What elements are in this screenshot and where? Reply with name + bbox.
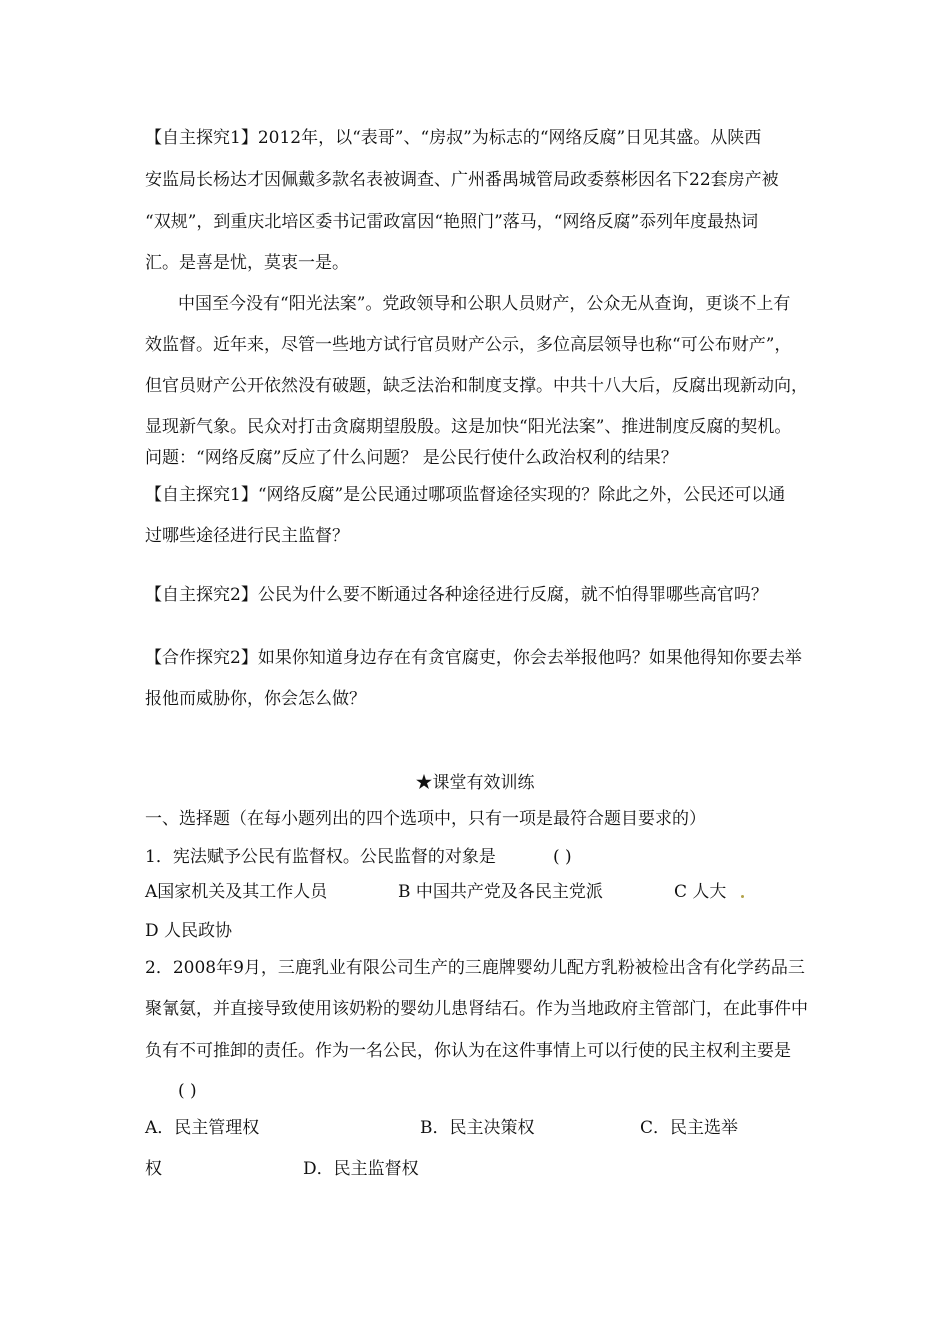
section-title: ★课堂有效训练 — [415, 773, 535, 793]
paragraph-line: 【自主探究2】公民为什么要不断通过各种途径进行反腐，就不怕得罪哪些高官吗？ — [145, 585, 768, 605]
paragraph-line: 但官员财产公开依然没有破题，缺乏法治和制度支撑。中共十八大后，反腐出现新动向， — [145, 376, 808, 396]
mc-heading: 一、选择题（在每小题列出的四个选项中，只有一项是最符合题目要求的） — [145, 809, 706, 829]
stray-mark — [741, 895, 744, 898]
paragraph-line: 安监局长杨达才因佩戴多款名表被调查、广州番禺城管局政委蔡彬因名下22套房产被 — [145, 170, 779, 190]
q2-stem-line: 2．2008年9月，三鹿乳业有限公司生产的三鹿牌婴幼儿配方乳粉被检出含有化学药品三 — [145, 958, 805, 978]
paragraph-line: 【合作探究2】如果你知道身边存在有贪官腐吏，你会去举报他吗？如果他得知你要去举 — [145, 648, 802, 668]
q2-option-b: B．民主决策权 — [420, 1118, 535, 1138]
paragraph-line: “双规”，到重庆北培区委书记雷政富因“艳照门”落马，“网络反腐”忝列年度最热词 — [145, 212, 759, 232]
paragraph-line: 汇。是喜是忧，莫衷一是。 — [145, 253, 349, 273]
q1-option-c: C 人大 — [674, 882, 727, 902]
paragraph-line: 中国至今没有“阳光法案”。党政领导和公职人员财产，公众无从查询，更谈不上有 — [178, 294, 791, 314]
q1-stem: 1．宪法赋予公民有监督权。公民监督的对象是 — [145, 847, 496, 867]
paragraph-line: 显现新气象。民众对打击贪腐期望殷殷。这是加快“阳光法案”、推进制度反腐的契机。 — [145, 417, 792, 437]
paragraph-line: 过哪些途径进行民主监督？ — [145, 526, 349, 546]
q2-option-c-continued: 权 — [145, 1159, 162, 1179]
question-line: 问题：“网络反腐”反应了什么问题？ 是公民行使什么政治权利的结果？ — [145, 448, 678, 468]
q2-stem-line: 负有不可推卸的责任。作为一名公民，你认为在这件事情上可以行使的民主权利主要是 — [145, 1041, 791, 1061]
paragraph-line: 【自主探究1】2012年，以“表哥”、“房叔”为标志的“网络反腐”日见其盛。从陕西 — [145, 128, 762, 148]
q2-answer-bracket: ( ) — [178, 1081, 197, 1101]
q1-option-a: A国家机关及其工作人员 — [145, 882, 328, 902]
q1-option-b: B 中国共产党及各民主党派 — [398, 882, 603, 902]
q2-option-c: C．民主选举 — [640, 1118, 739, 1138]
q2-option-a: A．民主管理权 — [145, 1118, 260, 1138]
paragraph-line: 【自主探究1】“网络反腐”是公民通过哪项监督途径实现的？除此之外，公民还可以通 — [145, 485, 786, 505]
q1-option-d: D 人民政协 — [145, 921, 233, 941]
q1-answer-bracket: ( ) — [553, 847, 572, 867]
paragraph-line: 报他而威胁你，你会怎么做？ — [145, 689, 366, 709]
q2-stem-line: 聚氰氨，并直接导致使用该奶粉的婴幼儿患肾结石。作为当地政府主管部门，在此事件中 — [145, 999, 808, 1019]
paragraph-line: 效监督。近年来，尽管一些地方试行官员财产公示，多位高层领导也称“可公布财产”， — [145, 335, 792, 355]
q2-option-d: D．民主监督权 — [303, 1159, 419, 1179]
